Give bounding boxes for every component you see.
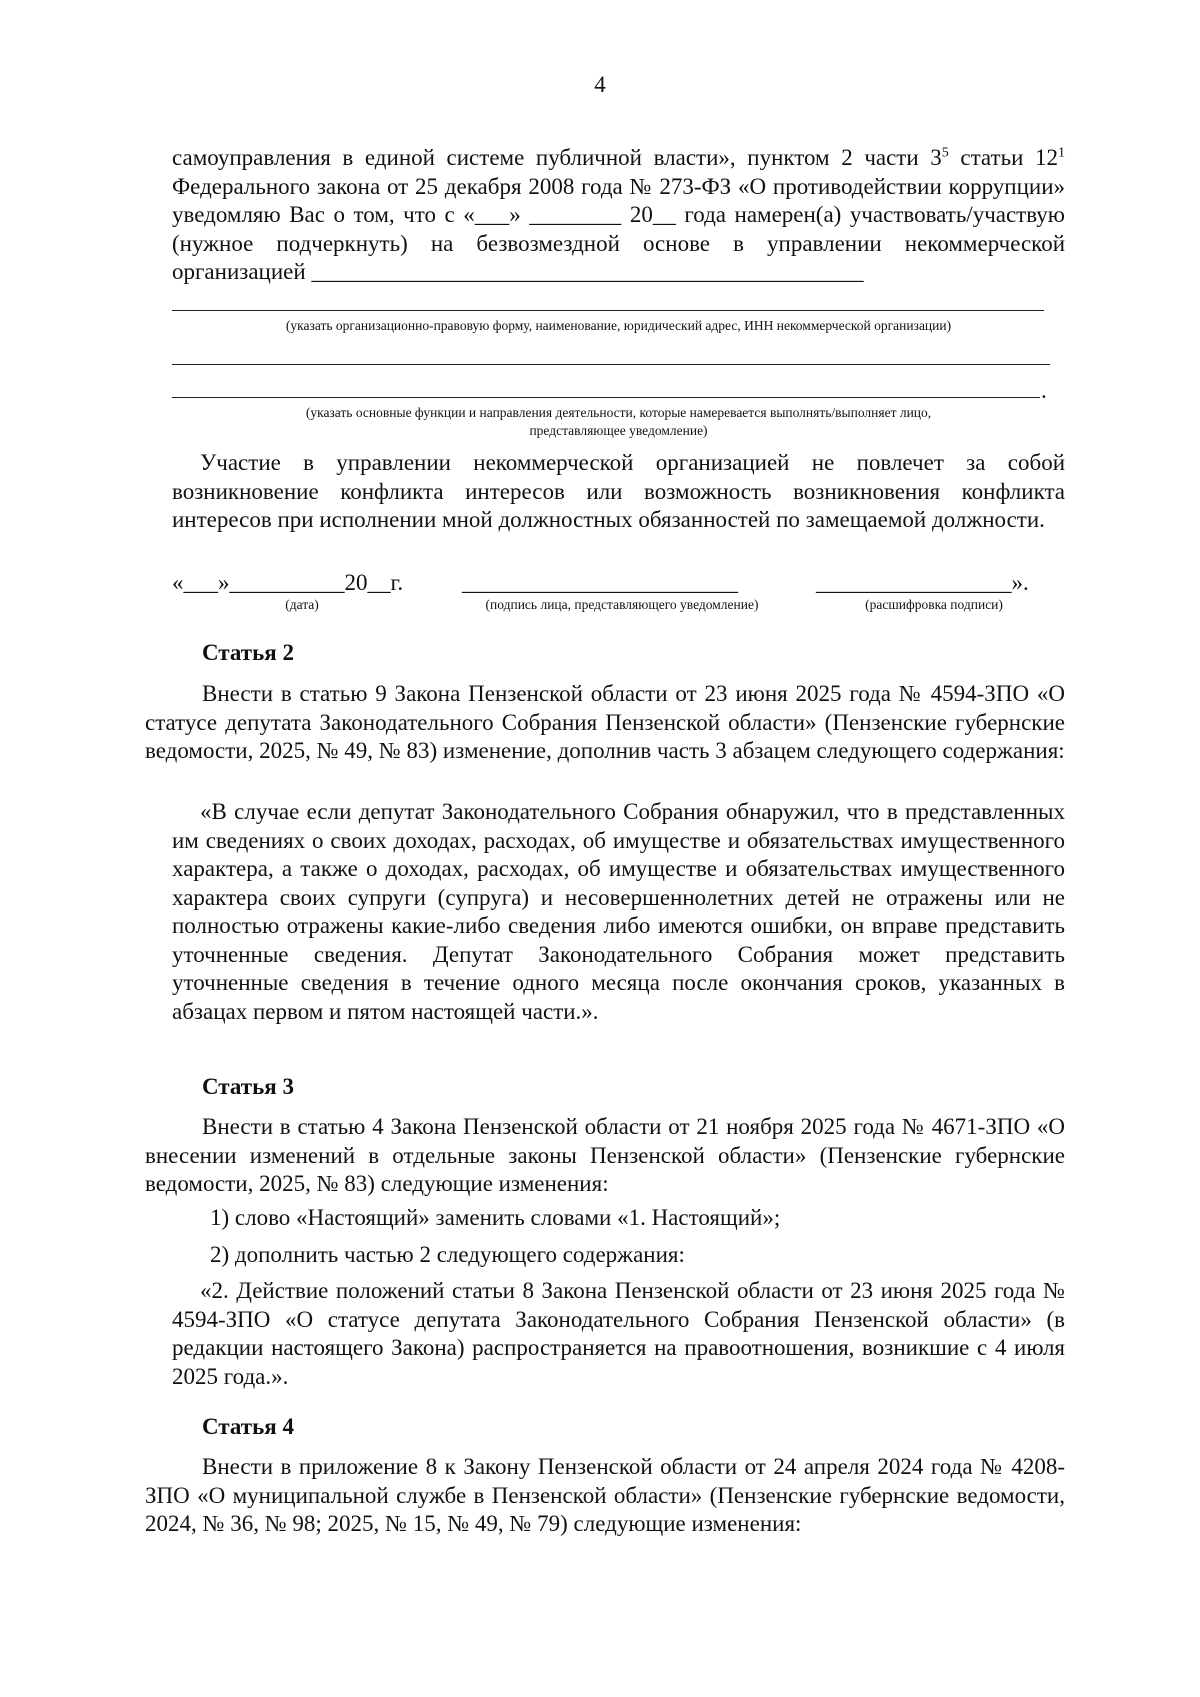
article-4-heading: Статья 4 bbox=[202, 1414, 294, 1439]
page-number: 4 bbox=[594, 72, 606, 97]
caption-sign: (подпись лица, представляющего уведомление) bbox=[485, 597, 759, 612]
function-caption-line-2: представляющее уведомление) bbox=[529, 423, 708, 438]
func-fill-line bbox=[172, 397, 1040, 398]
period: . bbox=[1041, 378, 1047, 403]
article-3-item-2: 2) дополнить частью 2 следующего содержания: bbox=[210, 1242, 685, 1267]
superscript: 1 bbox=[1058, 145, 1065, 161]
signature-date: «___»__________20__г. bbox=[172, 570, 404, 595]
notice-text-part: Федерального закона от 25 декабря 2008 года № 273-ФЗ «О противодействии коррупции» уведомляю Вас о том, что с «___» ________ 20__ года намерен(а) участвовать/участвую (нужное подчеркнуть) на безвозмездной основе в управлении некоммерческой организацией ________________________________________________ bbox=[172, 173, 1065, 284]
article-2-heading: Статья 2 bbox=[202, 640, 294, 665]
notice-text-part: самоуправления в единой системе публичной власти», пунктом 2 части 3 bbox=[172, 145, 942, 170]
signature-name-line: _________________». bbox=[816, 570, 1029, 595]
notice-text-part: статьи 12 bbox=[948, 145, 1058, 170]
caption-name: (расшифровка подписи) bbox=[865, 597, 1003, 612]
org-fill-line-2 bbox=[172, 364, 1050, 365]
article-4-paragraph-1: Внести в приложение 8 к Закону Пензенской области от 24 апреля 2024 года № 4208-ЗПО «О муниципальной службе в Пензенской области» (Пензенские губернские ведомости, 2024, № 36, № 98; 2025, № 15, № 49, № 79) следующие изменения: bbox=[145, 1454, 1065, 1536]
signature-sign-line: ________________________ bbox=[462, 570, 738, 595]
org-fill-line bbox=[172, 310, 1044, 311]
article-3-heading: Статья 3 bbox=[202, 1074, 294, 1099]
article-3-paragraph-1: Внести в статью 4 Закона Пензенской области от 21 ноября 2025 года № 4671-ЗПО «О внесении изменений в отдельные законы Пензенской области» (Пензенские губернские ведомости, 2025, № 83) следующие изменения: bbox=[145, 1114, 1065, 1196]
article-2-paragraph-1: Внести в статью 9 Закона Пензенской области от 23 июня 2025 года № 4594-ЗПО «О статусе депутата Законодательного Собрания Пензенской области» (Пензенские губернские ведомости, 2025, № 49, № 83) изменение, дополнив часть 3 абзацем следующего содержания: bbox=[145, 681, 1065, 763]
notice-paragraph-2: Участие в управлении некоммерческой организацией не повлечет за собой возникновение конфликта интересов или возможность возникновения конфликта интересов при исполнении мной должностных обязанностей по замещаемой должности. bbox=[172, 450, 1065, 532]
article-2-paragraph-2: «В случае если депутат Законодательного Собрания обнаружил, что в представленных им сведениях о своих доходах, расходах, об имуществе и обязательствах имущественного характера, а также о доходах, расходах, об имуществе и обязательствах имущественного характера своих супруги (супруга) и несовершеннолетних детей не отражены или не полностью отражены какие-либо сведения либо имеются ошибки, он вправе представить уточненные сведения. Депутат Законодательного Собрания может представить уточненные сведения в течение одного месяца после окончания сроков, указанных в абзацах первом и пятом настоящей части.». bbox=[172, 799, 1065, 1024]
notice-paragraph-1 bbox=[172, 144, 1065, 287]
caption-date: (дата) bbox=[285, 597, 319, 612]
org-caption: (указать организационно-правовую форму, наименование, юридический адрес, ИНН некоммерческой организации) bbox=[285, 318, 952, 333]
function-caption-line-1: (указать основные функции и направления деятельности, которые намеревается выполнять/выполняет лицо, bbox=[305, 405, 932, 420]
article-3-item-1: 1) слово «Настоящий» заменить словами «1. Настоящий»; bbox=[210, 1205, 781, 1230]
article-3-paragraph-2: «2. Действие положений статьи 8 Закона Пензенской области от 23 июня 2025 года № 4594-ЗПО «О статусе депутата Законодательного Собрания Пензенской области» (в редакции настоящего Закона) распространяется на правоотношения, возникшие с 4 июля 2025 года.». bbox=[172, 1278, 1065, 1389]
superscript: 5 bbox=[941, 145, 949, 161]
